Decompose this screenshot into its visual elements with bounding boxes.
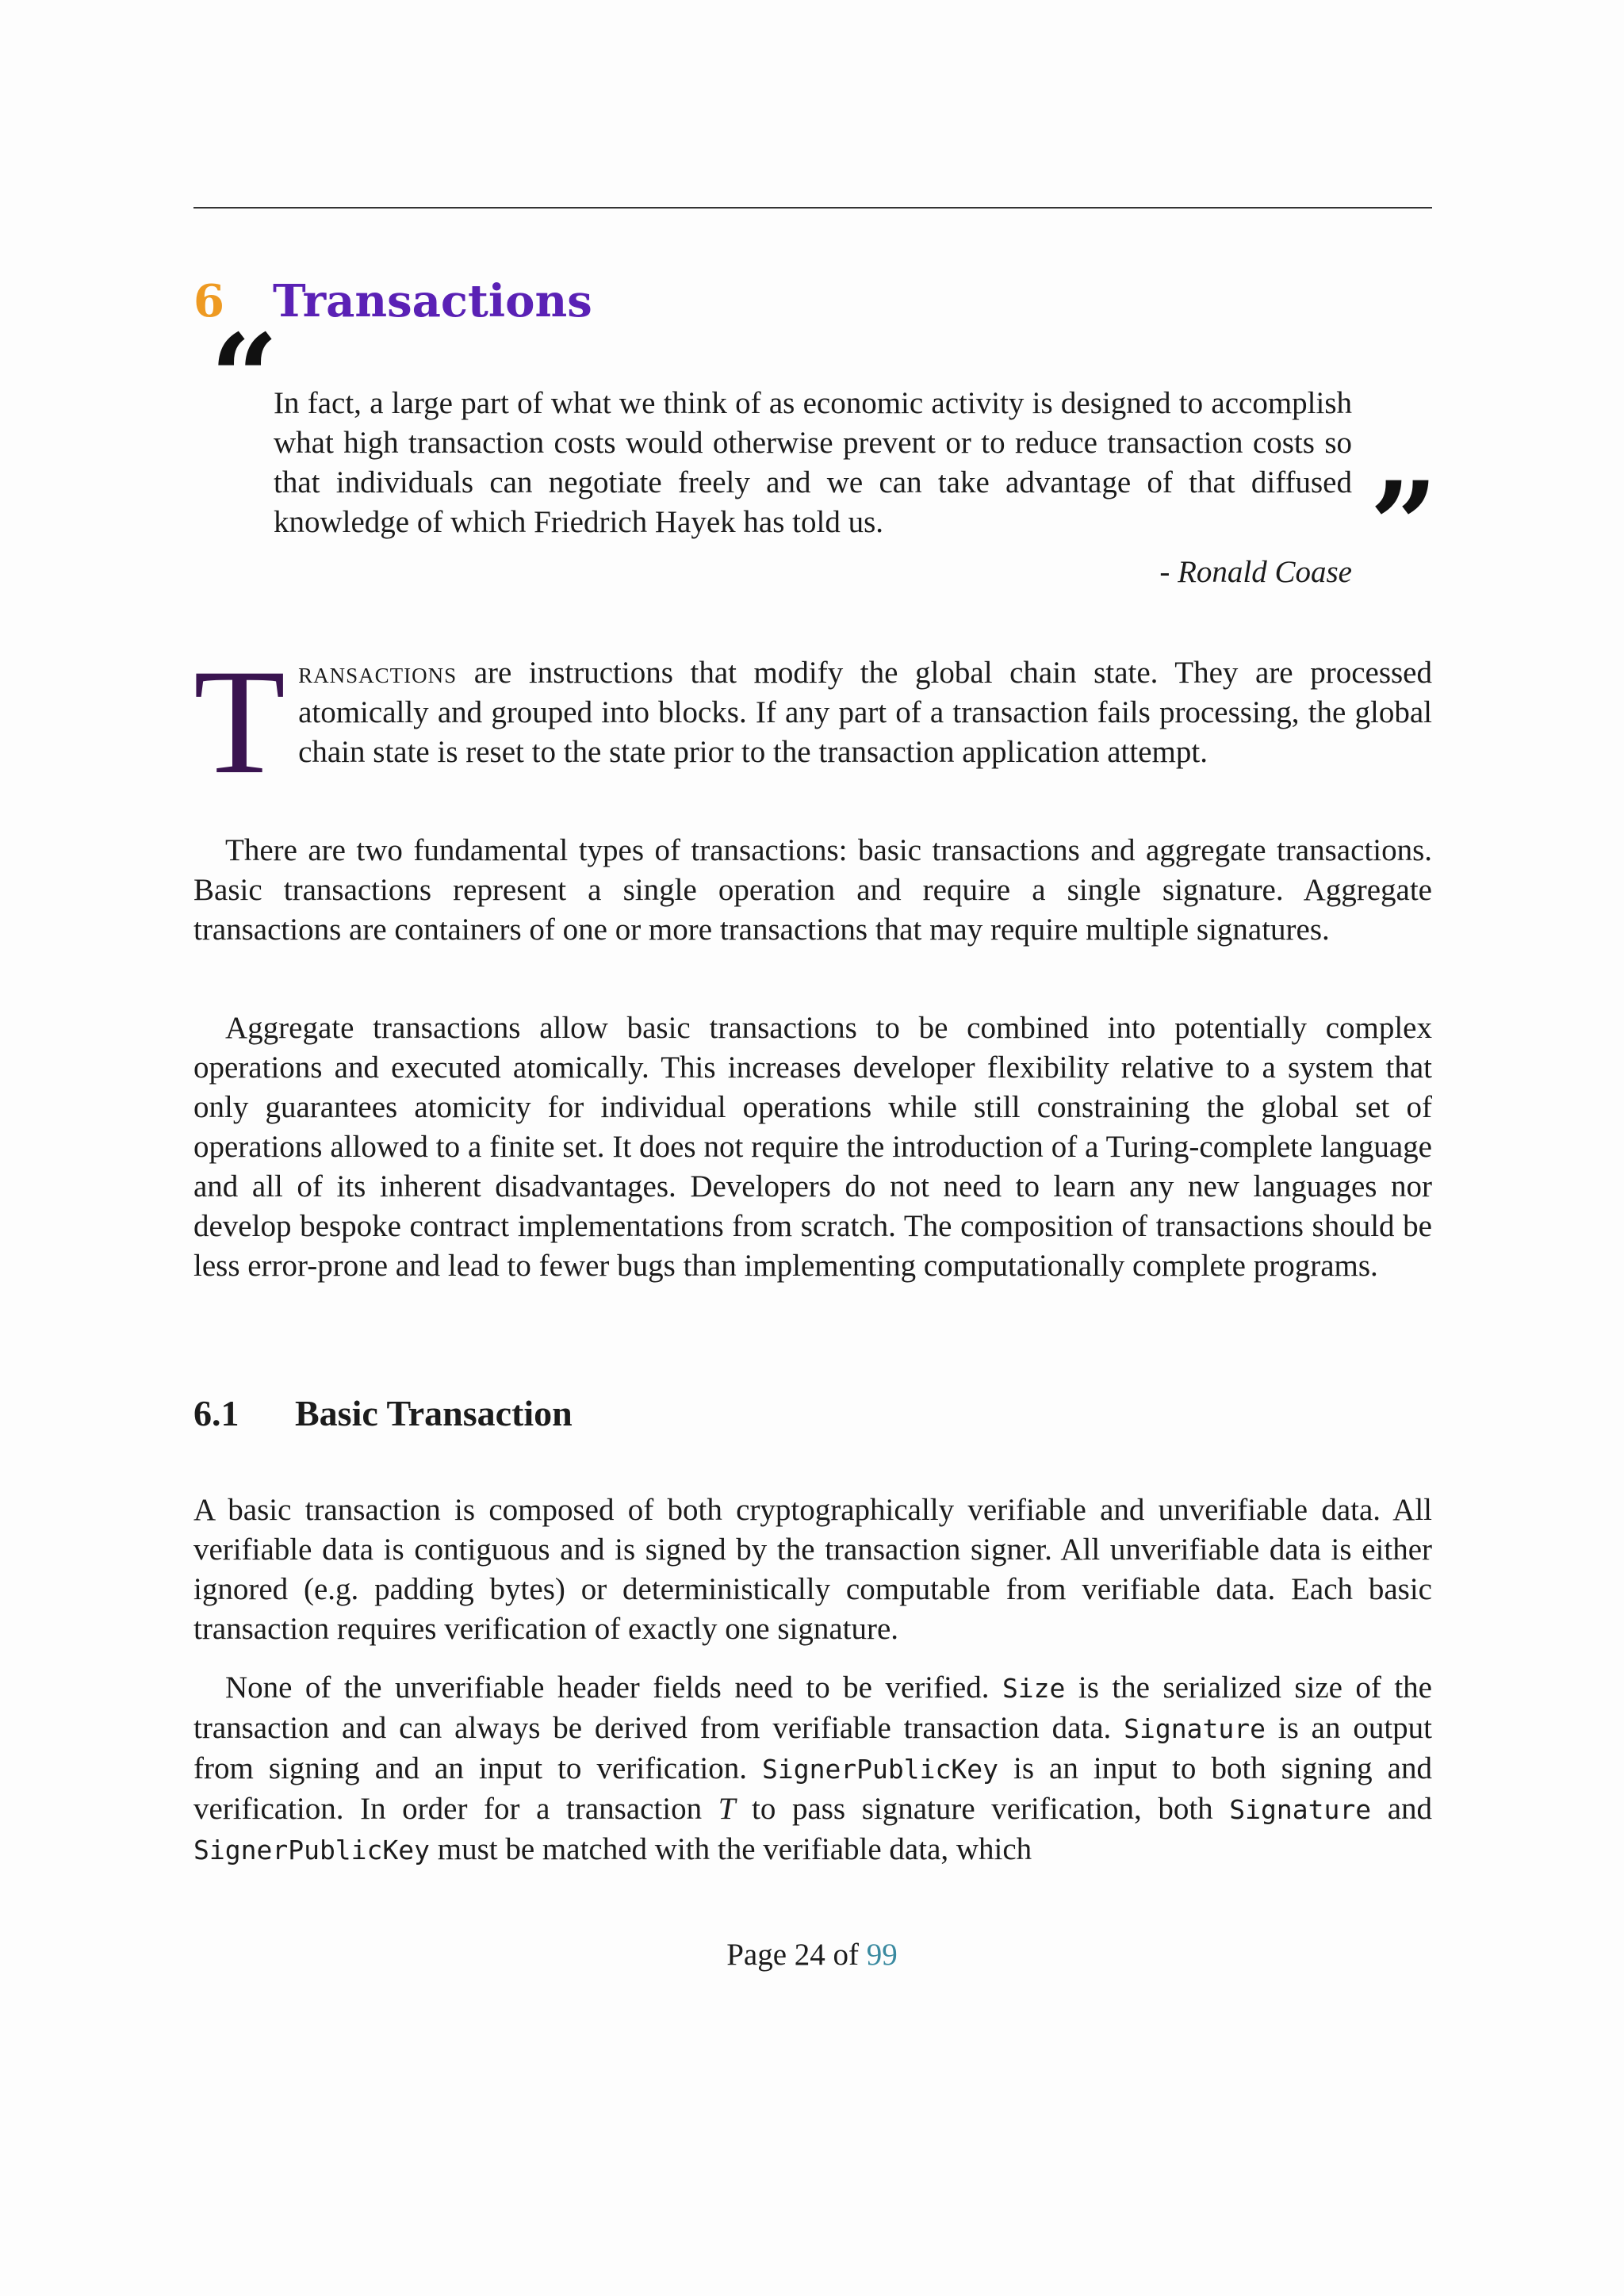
header-rule — [193, 207, 1432, 209]
footer-of: of — [833, 1938, 860, 1972]
chapter-title: Transactions — [273, 275, 592, 327]
intro-paragraph — [193, 639, 1432, 820]
paragraph-aggregate: Aggregate transactions allow basic transactions to be combined into potentially complex operations and executed atomically. This increases developer flexibility relative to a system that only guarantees atomicity for individual operations while still constraining the global set of operations allowed to a finite set. It does not require the introduction of a Turing-complete language and all of its inherent disadvantages. Developers do not need to learn any new languages nor develop bespoke contract implementations from scratch. The composition of transactions should be less error-prone and lead to fewer bugs than implementing computationally complete programs. — [193, 1011, 1432, 1283]
text-run: to pass signature verification, both — [735, 1792, 1230, 1826]
close-quote-icon: ” — [1369, 456, 1438, 595]
chapter-number: 6 — [193, 275, 224, 327]
section-title: Basic Transaction — [295, 1393, 573, 1433]
page-footer — [0, 1935, 1624, 1975]
section-number: 6.1 — [193, 1393, 239, 1433]
code-signer-public-key: SignerPublicKey — [193, 1835, 431, 1866]
code-size: Size — [1002, 1673, 1066, 1704]
text-run: is the serialized size of the transaction and can always be derived from verifiable transaction data. — [193, 1670, 1432, 1745]
section-heading — [193, 1390, 573, 1437]
code-signer-public-key: SignerPublicKey — [761, 1754, 998, 1785]
code-signature: Signature — [1229, 1794, 1372, 1825]
drop-cap: T — [193, 639, 286, 806]
paragraph-unverifiable — [193, 1668, 1432, 1870]
text-run: and — [1371, 1792, 1432, 1826]
intro-rest: are instructions that modify the global chain state. They are processed atomically and grouped into blocks. If any part of a transaction fails processing, the global chain state is reset to the state prior to the transaction application attempt. — [298, 656, 1432, 769]
paragraph-types: There are two fundamental types of transactions: basic transactions and aggregate transactions. Basic transactions represent a single operation and require a single signature. Aggregate transactions are containers of one or more transactions that may require multiple signatures. — [193, 833, 1432, 947]
current-page-number: 24 — [794, 1938, 825, 1972]
code-signature: Signature — [1124, 1713, 1266, 1744]
paragraph-basic: A basic transaction is composed of both cryptographically verifiable and unverifiable data. All verifiable data is contiguous and is signed by the transaction signer. All unverifiable data is either ignored (e.g. padding bytes) or deterministically computable from verifiable data. Each basic transaction requires verification of exactly one signature. — [193, 1493, 1432, 1646]
intro-smallcaps: ransactions — [298, 656, 458, 690]
epigraph-quote: In fact, a large part of what we think of as economic activity is designed to accomplish what high transaction costs would otherwise prevent or to reduce transaction costs so that individuals can negotiate freely and we can take advantage of that diffused knowledge of which Friedrich Hayek has told us. — [274, 386, 1352, 539]
text-run: must be matched with the verifiable data, which — [430, 1832, 1032, 1866]
math-variable: T — [718, 1792, 736, 1826]
text-run: None of the unverifiable header fields need to be verified. — [225, 1670, 1002, 1705]
text-run: is an input to both signing and verification. In order for a transaction — [193, 1751, 1432, 1826]
total-pages-link[interactable]: 99 — [866, 1938, 898, 1972]
footer-prefix: Page — [726, 1938, 787, 1972]
quote-attribution: - Ronald Coase — [1159, 555, 1352, 589]
open-quote-icon: “ — [210, 308, 279, 448]
text-run: is an output from signing and an input to verification. — [193, 1711, 1433, 1785]
